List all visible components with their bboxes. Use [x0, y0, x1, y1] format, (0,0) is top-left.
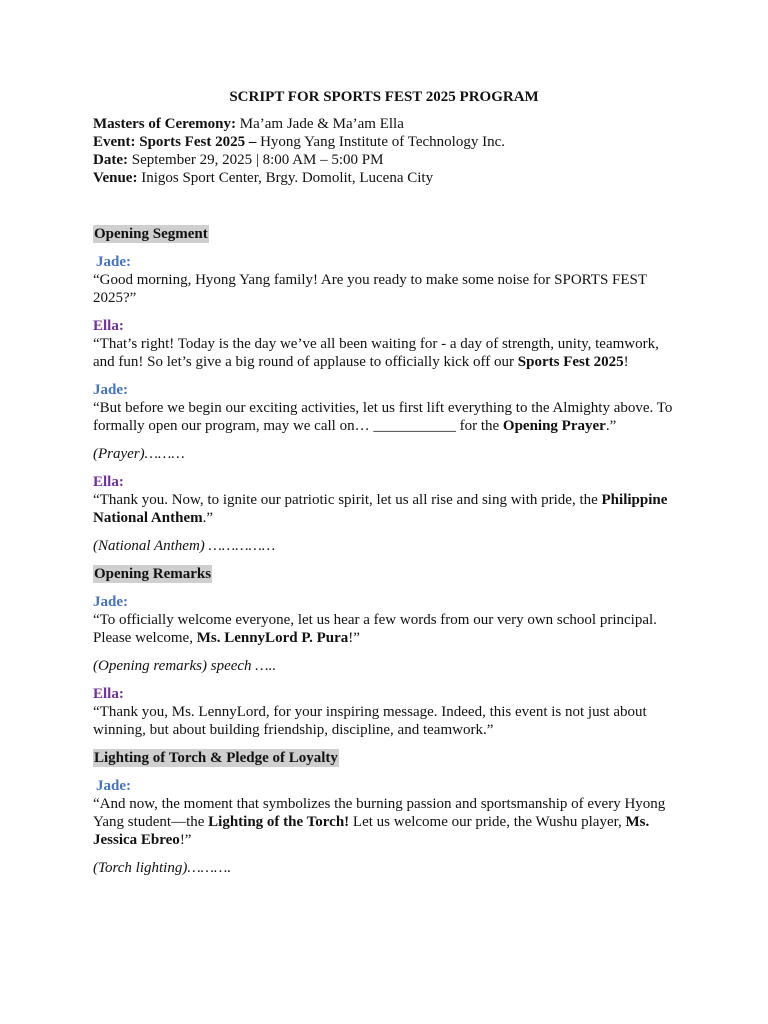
text-run: !	[623, 354, 629, 370]
text-run: !”	[348, 630, 360, 646]
dialogue-text	[93, 335, 683, 371]
text-run: “Thank you. Now, to ignite our patriotic spirit, let us all rise and sing with pride, the	[93, 492, 602, 508]
speaker-ella: Ella:	[93, 318, 124, 334]
stage-direction: (Opening remarks) speech …..	[93, 658, 277, 674]
dialogue-block	[93, 593, 683, 647]
venue-value: Inigos Sport Center, Brgy. Domolit, Lucena City	[137, 170, 434, 186]
text-run: .”	[605, 418, 617, 434]
mc-line	[93, 115, 683, 133]
event-details	[93, 115, 683, 187]
stage-direction: (National Anthem) ……………	[93, 538, 276, 554]
section-heading-opening-segment: Opening Segment	[94, 226, 208, 242]
dialogue-text	[93, 491, 683, 527]
speaker-jade: Jade:	[96, 254, 131, 270]
bold-run: Ms. LennyLord P. Pura	[196, 630, 349, 646]
text-run: “But before we begin our exciting activities, let us first lift everything to the Almighty above. To formally open our program, may we call on… ___________ for the	[93, 400, 673, 434]
date-line	[93, 151, 683, 169]
bold-run: Sports Fest 2025	[517, 354, 624, 370]
text-run: “That’s right! Today is the day we’ve all been waiting for - a day of strength, unity, teamwork, and fun! So let’s give a big round of applause to officially kick off our	[93, 336, 659, 370]
dialogue-text: “Good morning, Hyong Yang family! Are you ready to make some noise for SPORTS FEST 2025?”	[93, 272, 647, 306]
stage-direction: (Prayer)………	[93, 446, 185, 462]
dialogue-text	[93, 611, 683, 647]
bold-run: Philippine National Anthem	[93, 492, 668, 526]
mc-label: Masters of Ceremony:	[93, 116, 237, 132]
dialogue-block	[93, 317, 683, 371]
venue-label: Venue:	[93, 170, 138, 186]
section-heading-opening-remarks: Opening Remarks	[94, 566, 212, 582]
text-run: Let us welcome our pride, the Wushu player,	[349, 814, 626, 830]
date-value: September 29, 2025 | 8:00 AM – 5:00 PM	[127, 152, 384, 168]
dialogue-block	[93, 381, 683, 435]
dialogue-block	[93, 685, 683, 739]
speaker-jade: Jade:	[93, 594, 128, 610]
stage-direction: (Torch lighting)……….	[93, 860, 232, 876]
dialogue-block	[93, 473, 683, 527]
dialogue-text: “Thank you, Ms. LennyLord, for your inspiring message. Indeed, this event is not just about winning, but about building friendship, discipline, and teamwork.”	[93, 704, 647, 738]
date-label: Date:	[93, 152, 128, 168]
text-run: !”	[179, 832, 192, 848]
text-run: “To officially welcome everyone, let us hear a few words from our very own school principal. Please welcome,	[93, 612, 657, 646]
dialogue-text	[93, 399, 683, 435]
event-value: Hyong Yang Institute of Technology Inc.	[256, 134, 505, 150]
venue-line	[93, 169, 683, 187]
dialogue-block	[93, 777, 683, 849]
event-label: Event: Sports Fest 2025 –	[93, 134, 257, 150]
bold-run: Opening Prayer	[502, 418, 606, 434]
dialogue-block	[93, 253, 683, 307]
section-heading-torch-lighting: Lighting of Torch & Pledge of Loyalty	[94, 750, 338, 766]
speaker-ella: Ella:	[93, 686, 124, 702]
speaker-ella: Ella:	[93, 474, 124, 490]
text-run: “And now, the moment that symbolizes the burning passion and sportsmanship of every Hyong Yang student—the	[93, 796, 666, 830]
mc-value: Ma’am Jade & Ma’am Ella	[236, 116, 404, 132]
bold-run: Lighting of the Torch!	[208, 814, 350, 830]
speaker-jade: Jade:	[96, 778, 131, 794]
event-line	[93, 133, 683, 151]
speaker-jade: Jade:	[93, 382, 128, 398]
text-run: .”	[202, 510, 214, 526]
script-content	[93, 225, 683, 887]
dialogue-text	[93, 795, 683, 849]
document-title: SCRIPT FOR SPORTS FEST 2025 PROGRAM	[229, 89, 539, 105]
bold-run: Ms. Jessica Ebreo	[93, 814, 650, 848]
